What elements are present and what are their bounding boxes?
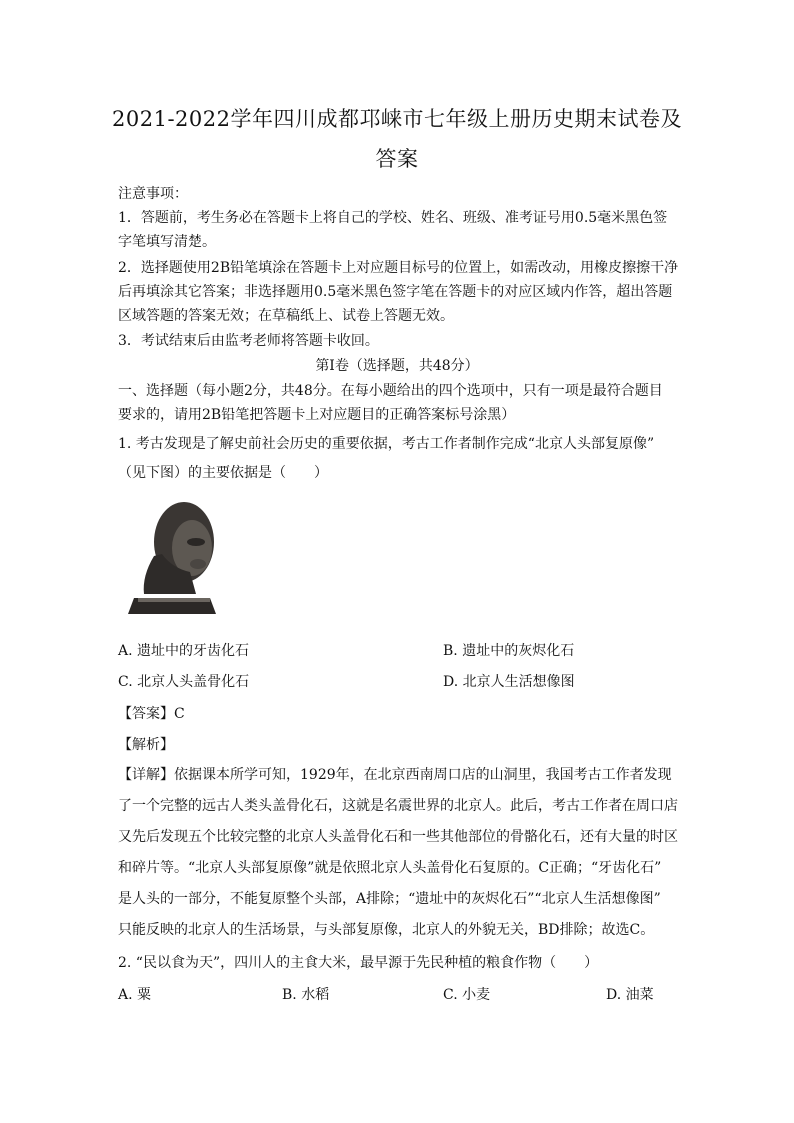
question-2-option-b: B. 水稻 xyxy=(282,987,330,1003)
notes-line: 区域答题的答案无效；在草稿纸上、试卷上答题无效。 xyxy=(118,308,454,324)
question-1-detail: 了一个完整的远古人类头盖骨化石，这就是名震世界的北京人。此后，考古工作者在周口店 xyxy=(118,798,678,814)
section-instructions: 一、选择题（每小题2分，共48分。在每小题给出的四个选项中，只有一项是最符合题目 xyxy=(118,383,663,399)
question-1-analysis-label: 【解析】 xyxy=(118,737,174,753)
question-2-stem: 2. “民以食为天”，四川人的主食大米，最早源于先民种植的粮食作物（ ） xyxy=(118,955,599,971)
question-1-detail: 只能反映的北京人的生活场景，与头部复原像，北京人的外貌无关，BD排除；故选C。 xyxy=(118,922,655,938)
question-1-stem: 1. 考古发现是了解史前社会历史的重要依据，考古工作者制作完成“北京人头部复原像” xyxy=(118,436,655,452)
question-2-option-d: D. 油菜 xyxy=(606,987,654,1003)
notes-line: 后再填涂其它答案；非选择题用0.5毫米黑色签字笔在答题卡的对应区域内作答，超出答题 xyxy=(118,284,673,300)
question-2-option-c: C. 小麦 xyxy=(443,987,491,1003)
question-1-stem: （见下图）的主要依据是（ ） xyxy=(118,465,328,481)
question-1-option-a: A. 遗址中的牙齿化石 xyxy=(118,643,250,659)
question-1-detail: 和碎片等。“北京人头部复原像”就是依照北京人头盖骨化石复原的。C正确；“牙齿化石” xyxy=(118,860,662,876)
question-1-option-b: B. 遗址中的灰烬化石 xyxy=(443,643,575,659)
question-1-detail: 【详解】依据课本所学可知，1929年，在北京西南周口店的山洞里，我国考古工作者发现 xyxy=(118,767,672,783)
peking-man-bust-image xyxy=(126,498,222,616)
section-instructions: 要求的，请用2B铅笔把答题卡上对应题目的正确答案标号涂黑） xyxy=(118,407,516,423)
notes-line: 2．选择题使用2B铅笔填涂在答题卡上对应题目标号的位置上，如需改动，用橡皮擦擦干净 xyxy=(118,260,679,276)
notes-line: 1．答题前，考生务必在答题卡上将自己的学校、姓名、班级、准考证号用0.5毫米黑色签 xyxy=(118,210,668,226)
notes-line: 3．考试结束后由监考老师将答题卡收回。 xyxy=(118,333,379,349)
notes-line: 字笔填写清楚。 xyxy=(118,234,216,250)
exam-title-line-1: 2021-2022学年四川成都邛崃市七年级上册历史期末试卷及 xyxy=(112,107,682,131)
notes-heading: 注意事项： xyxy=(118,186,188,202)
question-1-answer: 【答案】C xyxy=(118,706,185,722)
question-1-option-c: C. 北京人头盖骨化石 xyxy=(118,674,250,690)
question-1-detail: 是人头的一部分，不能复原整个头部，A排除；“遗址中的灰烬化石”“北京人生活想像图” xyxy=(118,891,661,907)
question-1-detail: 又先后发现五个比较完整的北京人头盖骨化石和一些其他部位的骨骼化石，还有大量的时区 xyxy=(118,829,678,845)
question-2-option-a: A. 粟 xyxy=(118,987,152,1003)
section-heading: 第Ⅰ卷（选择题，共48分） xyxy=(315,358,479,374)
exam-title-line-2: 答案 xyxy=(375,147,419,171)
question-1-option-d: D. 北京人生活想像图 xyxy=(443,674,575,690)
